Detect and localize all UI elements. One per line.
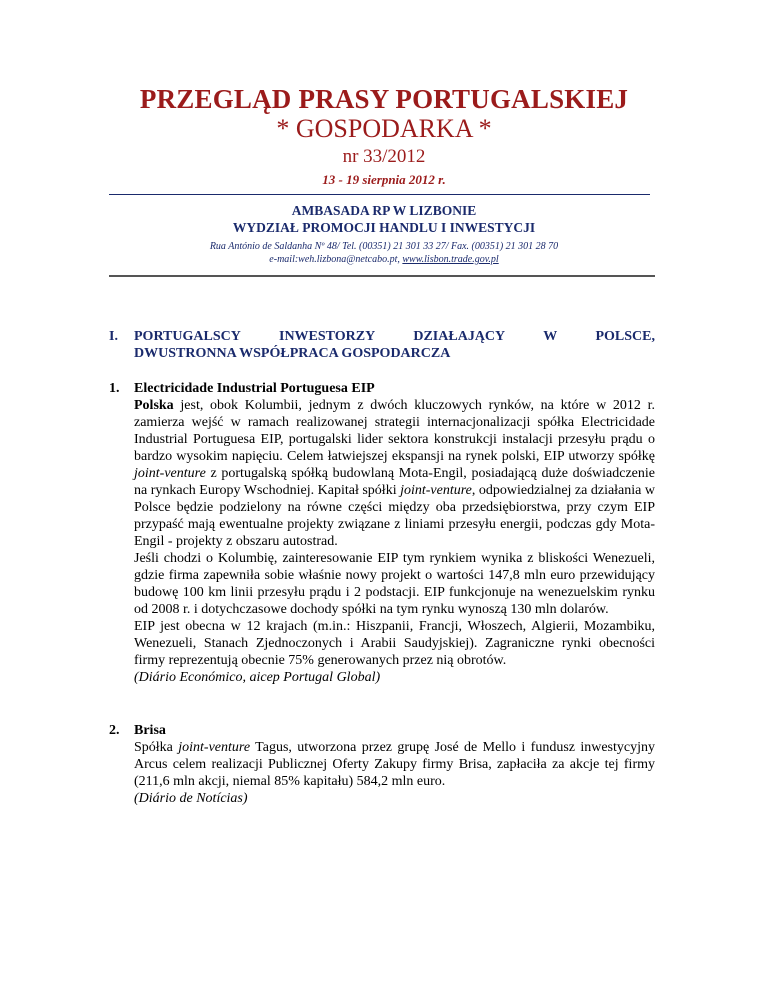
article-paragraph xyxy=(134,397,655,550)
article-heading: Brisa xyxy=(134,723,166,738)
paragraph-text: z portugalską spółką budowlaną Mota-Engil, posiadającą duże doświadczenie na rynkach Europy Wschodniej. Kapitał spółki xyxy=(134,466,655,498)
paragraph-text: , odpowiedzialnej za działania w Polsce będzie podzielony na równe części między oba przedsiębiorstwa, przy czym EIP przypaść mają ewentualne projekty związane z liniami przesyłu energii, podczas gdy Mota-Engil - projekty z obszaru autostrad. xyxy=(134,483,655,549)
article-item xyxy=(109,722,657,807)
article-source: (Diário Económico, aicep Portugal Global) xyxy=(134,670,381,685)
article-heading: Electricidade Industrial Portuguesa EIP xyxy=(134,381,375,396)
section-title-line1 xyxy=(134,328,655,345)
article-paragraph xyxy=(134,739,655,790)
section-word: DZIAŁAJĄCY xyxy=(413,329,506,344)
section-word: PORTUGALSCY xyxy=(134,329,241,344)
section-word: POLSCE, xyxy=(595,329,655,344)
italic-term: joint-venture xyxy=(400,483,472,498)
email-text: e-mail:weh.lizbona@netcabo.pt, xyxy=(269,254,403,265)
issue-number: nr 33/2012 xyxy=(342,146,426,167)
section-title-line2: DWUSTRONNA WSPÓŁPRACA GOSPODARCZA xyxy=(134,346,451,361)
section-word: INWESTORZY xyxy=(279,329,376,344)
article-item xyxy=(109,380,657,686)
embassy-block xyxy=(0,202,768,236)
article-number: 2. xyxy=(109,723,120,738)
article-body xyxy=(134,722,655,807)
paragraph-text: Spółka xyxy=(134,740,179,755)
page-subtitle: * GOSPODARKA * xyxy=(276,114,492,143)
contact-line xyxy=(0,253,768,266)
italic-term: joint-venture xyxy=(134,466,206,481)
article-paragraph: EIP jest obecna w 12 krajach (m.in.: Hiszpanii, Francji, Włoszech, Algierii, Mozambiku, Wenezueli, Stanach Zjednoczonych i Arabii Saudyjskiej). Zagraniczne rynki obecności firmy reprezentują obecnie 75% generowanych przez nią obrotów. xyxy=(134,619,655,668)
section-divider xyxy=(109,275,655,277)
department-name: WYDZIAŁ PROMOCJI HANDLU I INWESTYCJI xyxy=(232,220,536,235)
section-number: I. xyxy=(109,329,118,344)
embassy-name: AMBASADA RP W LIZBONIE xyxy=(291,203,477,218)
article-source: (Diário de Notícias) xyxy=(134,791,248,806)
address-line: Rua António de Saldanha Nº 48/ Tel. (00351) 21 301 33 27/ Fax. (00351) 21 301 28 70 xyxy=(209,241,559,252)
article-number: 1. xyxy=(109,381,120,396)
issue-dates: 13 - 19 sierpnia 2012 r. xyxy=(322,172,446,187)
paragraph-text: Tagus, utworzona przez grupę José de Mello i fundusz inwestycyjny Arcus celem realizacji Publicznej Oferty Zakupy firmy Brisa, zapłaciła za akcje tej firmy (211,6 mln akcji, niemal 85% kapitału) 584,2 mln euro. xyxy=(134,740,655,789)
emphasis-text: Polska xyxy=(134,398,174,413)
page-title: PRZEGLĄD PRASY PORTUGALSKIEJ xyxy=(139,84,629,114)
article-paragraph: Jeśli chodzi o Kolumbię, zainteresowanie EIP tym rynkiem wynika z bliskości Wenezueli, gdzie firma zapewniła sobie właśnie nowy projekt o wartości 147,8 mln euro przewidujący budowę 100 km linii przesyłu prądu i 2 podstacji. EIP funkcjonuje na wenezuelskim rynku od 2008 r. i dotychczasowe dochody spółki na tym rynku wynoszą 130 mln dolarów. xyxy=(134,551,655,617)
section-word: W xyxy=(543,329,558,344)
italic-term: joint-venture xyxy=(178,740,251,755)
paragraph-text: jest, obok Kolumbii, jednym z dwóch kluczowych rynków, na które w 2012 r. zamierza wejść w ramach realizowanej strategii internacjonalizacji spółka Electricidade Industrial Portuguesa EIP, portugalski lider sektora konstrukcji instalacji przesyłu prądu o bardzo wysokim napięciu. Celem łatwiejszej ekspansji na rynek polski, EIP utworzy spółkę xyxy=(134,398,655,464)
section-heading xyxy=(109,328,657,362)
article-body xyxy=(134,380,655,686)
header-divider xyxy=(109,194,650,195)
contact-block xyxy=(0,240,768,266)
website-link[interactable]: www.lisbon.trade.gov.pl xyxy=(402,254,499,265)
